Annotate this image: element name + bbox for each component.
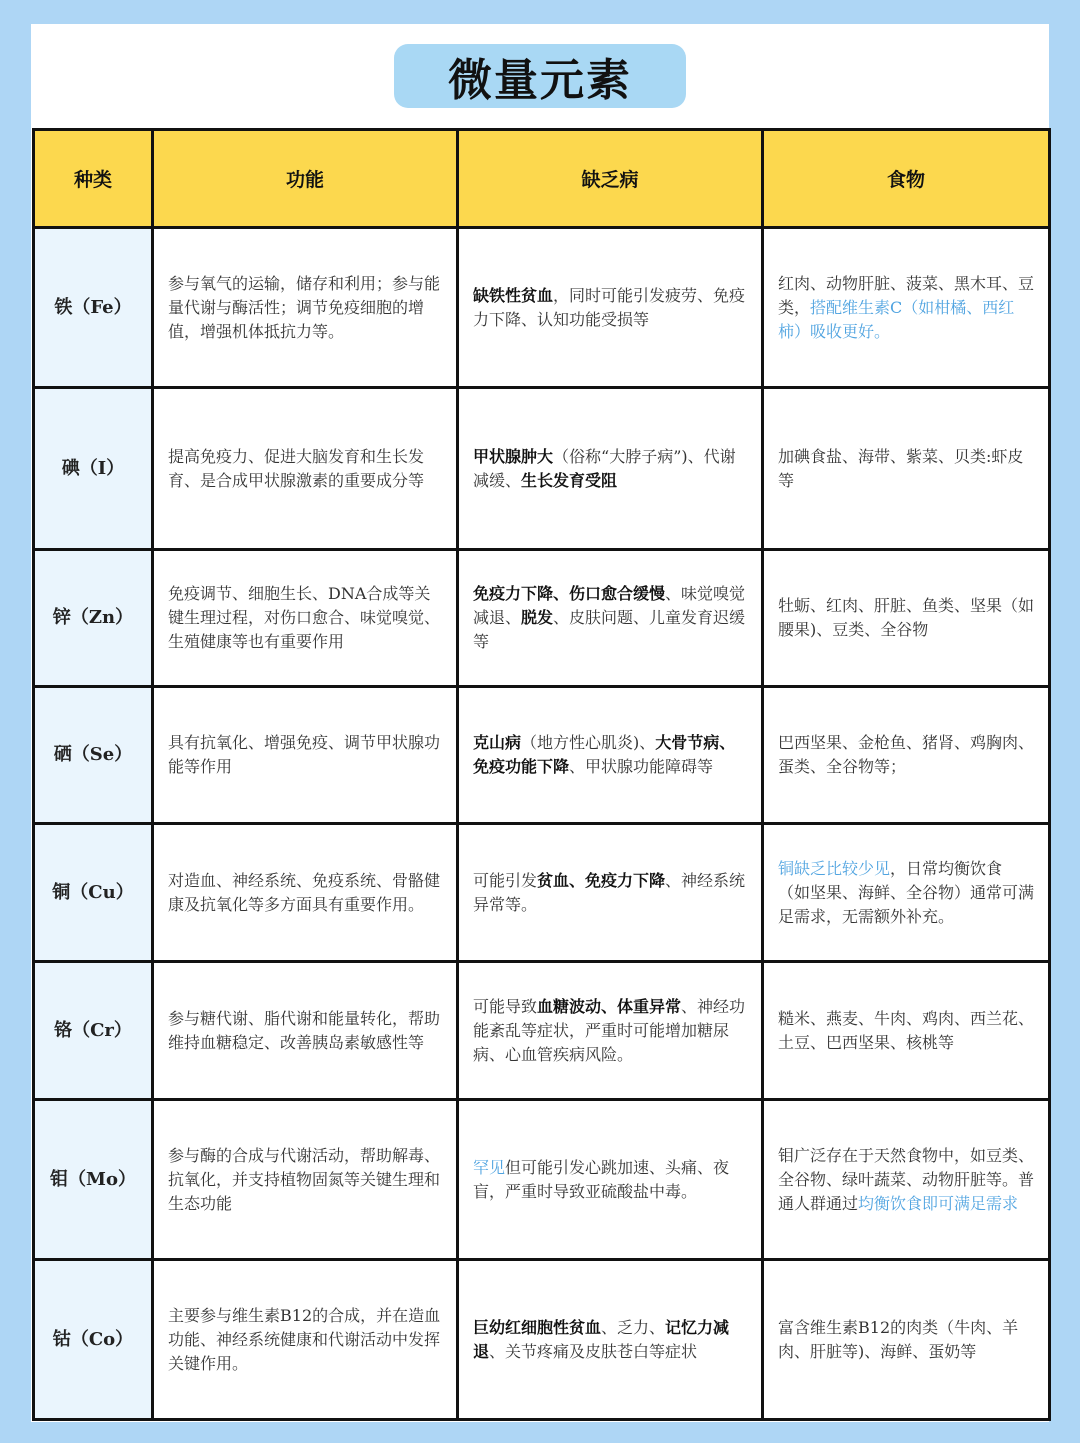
cell-text: 对造血、神经系统、免疫系统、骨骼健康及抗氧化等多方面具有重要作用。 — [168, 870, 441, 914]
cell-text: 巴西坚果、金枪鱼、猪肾、鸡胸肉、蛋类、全谷物等； — [778, 733, 1035, 776]
header-row — [34, 130, 1050, 228]
table-row — [34, 550, 1050, 687]
deficiency-cell — [458, 1260, 763, 1420]
cell-text: 、乏力、 — [601, 1317, 666, 1337]
emphasis-text: 免疫力下降、伤口愈合缓慢 — [473, 584, 666, 603]
table-row — [34, 1100, 1050, 1260]
highlight-text: 均衡饮食即可满足需求 — [858, 1193, 1019, 1213]
highlight-text: 搭配维生素C（如柑橘、西红柿）吸收更好。 — [778, 297, 1015, 341]
food-cell — [763, 962, 1050, 1100]
cell-text: ，同时可能引发疲劳、免疫力下降、认知功能受损等 — [473, 285, 746, 329]
header-food: 食物 — [763, 130, 1050, 228]
table-row — [34, 228, 1050, 388]
function-cell — [153, 388, 458, 550]
deficiency-cell — [458, 228, 763, 388]
cell-text: 加碘食盐、海带、紫菜、贝类:虾皮等 — [778, 446, 1024, 490]
cell-text: 钼广泛存在于天然食物中，如豆类、全谷物、绿叶蔬菜、动物肝脏等。普通人群通过 — [778, 1145, 1035, 1213]
food-cell — [763, 687, 1050, 824]
cell-text: 、甲状腺功能障碍等 — [569, 757, 714, 776]
function-cell — [153, 687, 458, 824]
emphasis-text: 记忆力减退 — [473, 1317, 730, 1361]
cell-text: 可能引发 — [473, 870, 538, 890]
header-kind: 种类 — [34, 130, 153, 228]
table-row — [34, 824, 1050, 962]
table-row — [34, 962, 1050, 1100]
cell-text: 红肉、动物肝脏、菠菜、黑木耳、豆类， — [778, 273, 1035, 317]
emphasis-text: 缺铁性贫血 — [473, 285, 554, 305]
deficiency-cell — [458, 550, 763, 687]
deficiency-cell — [458, 388, 763, 550]
element-kind: 碘（I） — [34, 388, 153, 550]
cell-text: 免疫调节、细胞生长、DNA合成等关键生理过程，对伤口愈合、味觉嗅觉、生殖健康等也有重要作用 — [168, 584, 441, 651]
element-kind: 硒（Se） — [34, 687, 153, 824]
function-cell — [153, 1100, 458, 1260]
food-cell — [763, 228, 1050, 388]
cell-text: 糙米、燕麦、牛肉、鸡肉、西兰花、土豆、巴西坚果、核桃等 — [778, 1008, 1035, 1052]
element-kind: 铁（Fe） — [34, 228, 153, 388]
deficiency-cell — [458, 824, 763, 962]
deficiency-cell — [458, 962, 763, 1100]
cell-text: 具有抗氧化、增强免疫、调节甲状腺功能等作用 — [168, 733, 441, 776]
element-kind: 铜（Cu） — [34, 824, 153, 962]
emphasis-text: 血糖波动、体重异常 — [537, 996, 682, 1016]
cell-text: ，日常均衡饮食（如坚果、海鲜、全谷物）通常可满足需求，无需额外补充。 — [778, 858, 1035, 926]
highlight-text: 铜缺乏比较少见 — [778, 858, 891, 878]
function-cell — [153, 228, 458, 388]
cell-text: 牡蛎、红肉、肝脏、鱼类、坚果（如腰果)、豆类、全谷物 — [778, 596, 1035, 639]
table-row — [34, 388, 1050, 550]
function-cell — [153, 962, 458, 1100]
emphasis-text: 大骨节病、免疫功能下降 — [473, 733, 736, 776]
emphasis-text: 脱发 — [521, 608, 554, 627]
cell-text: 、味觉嗅觉减退、 — [473, 584, 746, 627]
cell-text: 、关节疼痛及皮肤苍白等症状 — [489, 1341, 698, 1361]
food-cell — [763, 550, 1050, 687]
cell-text: 富含维生素B12的肉类（牛肉、羊肉、肝脏等)、海鲜、蛋奶等 — [778, 1317, 1019, 1361]
cell-text: 主要参与维生素B12的合成，并在造血功能、神经系统健康和代谢活动中发挥关键作用。 — [168, 1305, 441, 1373]
cell-text: 、皮肤问题、儿童发育迟缓等 — [473, 608, 746, 651]
function-cell — [153, 824, 458, 962]
table-row — [34, 687, 1050, 824]
cell-text: 参与氧气的运输，储存和利用；参与能量代谢与酶活性；调节免疫细胞的增值，增强机体抵抗力等。 — [168, 273, 441, 341]
element-kind: 铬（Cr） — [34, 962, 153, 1100]
function-cell — [153, 550, 458, 687]
emphasis-text: 生长发育受阻 — [521, 470, 618, 490]
cell-text: 、神经功能紊乱等症状，严重时可能增加糖尿病、心血管疾病风险。 — [473, 996, 746, 1064]
cell-text: 可能导致 — [473, 996, 538, 1016]
element-kind: 锌（Zn） — [34, 550, 153, 687]
element-kind: 钴（Co） — [34, 1260, 153, 1420]
emphasis-text: 贫血、免疫力下降 — [537, 870, 666, 890]
highlight-text: 罕见 — [473, 1157, 506, 1177]
deficiency-cell — [458, 687, 763, 824]
emphasis-text: 甲状腺肿大 — [473, 446, 554, 466]
food-cell — [763, 1100, 1050, 1260]
table-row — [34, 1260, 1050, 1420]
header-function: 功能 — [153, 130, 458, 228]
deficiency-cell — [458, 1100, 763, 1260]
page-title: 微量元素 — [394, 44, 686, 108]
food-cell — [763, 1260, 1050, 1420]
cell-text: （地方性心肌炎)、 — [521, 733, 656, 752]
function-cell — [153, 1260, 458, 1420]
element-kind: 钼（Mo） — [34, 1100, 153, 1260]
food-cell — [763, 824, 1050, 962]
trace-elements-table — [32, 128, 1051, 1421]
cell-text: 参与酶的合成与代谢活动，帮助解毒、抗氧化，并支持植物固氮等关键生理和生态功能 — [168, 1145, 441, 1213]
emphasis-text: 克山病 — [473, 733, 522, 752]
cell-text: 提高免疫力、促进大脑发育和生长发育、是合成甲状腺激素的重要成分等 — [168, 446, 425, 490]
emphasis-text: 巨幼红细胞性贫血 — [473, 1317, 602, 1337]
food-cell — [763, 388, 1050, 550]
cell-text: 参与糖代谢、脂代谢和能量转化，帮助维持血糖稳定、改善胰岛素敏感性等 — [168, 1008, 441, 1052]
cell-text: 但可能引发心跳加速、头痛、夜盲，严重时导致亚硫酸盐中毒。 — [473, 1157, 730, 1201]
header-deficiency: 缺乏病 — [458, 130, 763, 228]
cell-text: 、神经系统异常等。 — [473, 870, 746, 914]
cell-text: （俗称“大脖子病”)、代谢减缓、 — [473, 446, 736, 490]
